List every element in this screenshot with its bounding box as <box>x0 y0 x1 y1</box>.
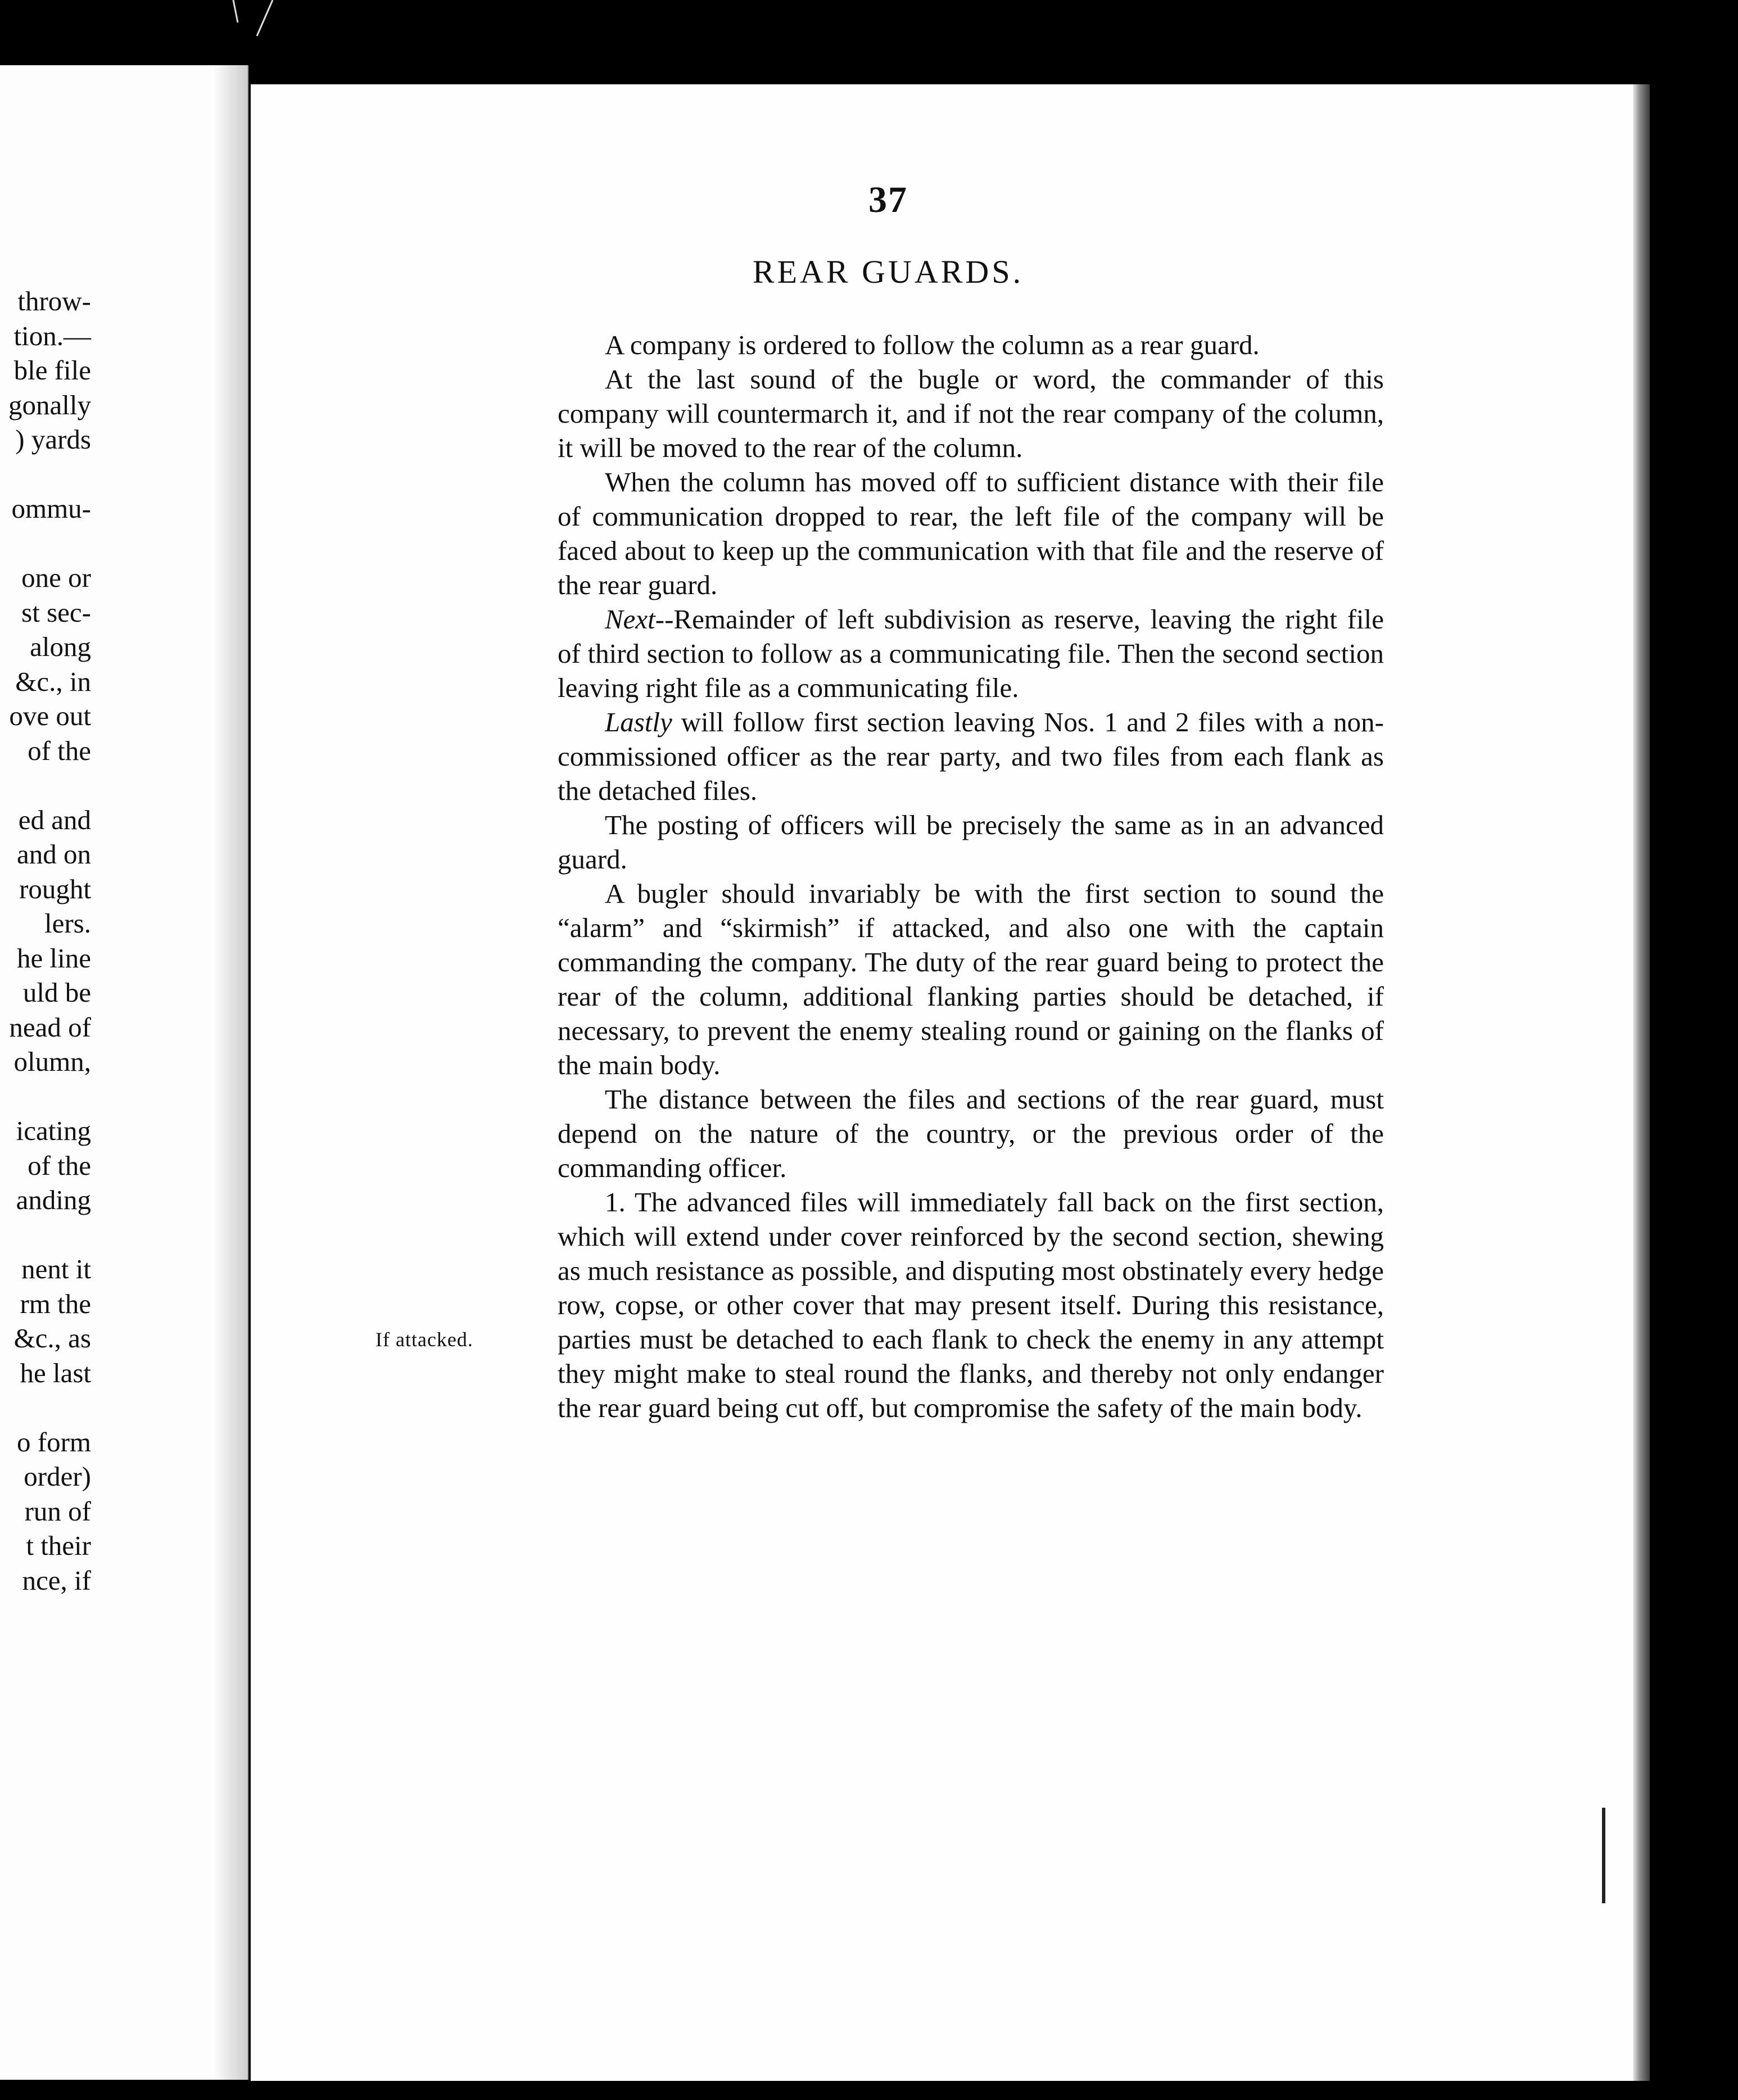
left-page-line: ) yards <box>15 424 91 455</box>
left-page-line: o form <box>17 1426 91 1458</box>
left-page-text-column <box>0 65 247 2080</box>
left-page-line: he line <box>17 942 91 974</box>
paragraph: The posting of officers will be precisely the same as in an advanced guard. <box>558 809 1384 875</box>
left-page-line: t their <box>26 1530 91 1561</box>
left-page-line: rm the <box>20 1288 91 1319</box>
page-edge <box>1633 84 1650 2081</box>
paragraph: Lastly will follow first section leaving Nos. 1 and 2 files with a non-commissioned officer as the rear party, and two files from each flank as the detached files. <box>558 707 1384 806</box>
left-page-line: st sec- <box>21 596 91 628</box>
left-page-line: throw- <box>17 286 91 316</box>
left-page-line: icating <box>16 1115 91 1146</box>
left-page <box>0 65 248 2080</box>
left-page-line: nce, if <box>22 1564 91 1596</box>
left-page-line: olumn, <box>13 1046 91 1077</box>
left-page-line: he last <box>20 1357 91 1388</box>
left-page-line: of the <box>28 1149 91 1181</box>
left-page-line: and on <box>17 839 91 870</box>
body-text <box>558 328 1384 1425</box>
left-page-line: one or <box>21 562 91 593</box>
left-page-line: uld be <box>22 977 91 1008</box>
left-page-line: run of <box>24 1495 91 1527</box>
left-page-line: tion.— <box>13 320 91 351</box>
paragraph: A bugler should invariably be with the first section to sound the “alarm” and “skirmish” if attacked, and also one with the captain commanding the company. The duty of the rear guard being to protect the rear of the column, additional flanking parties should be detached, if necessary, to prevent the enemy stealing round or gaining on the flanks of the main body. <box>558 878 1384 1080</box>
edge-mark <box>1602 1808 1605 1903</box>
left-page-line: ble file <box>13 355 91 386</box>
paragraph: A company is ordered to follow the column as a rear guard. <box>605 329 1260 360</box>
left-page-line: ed and <box>18 804 91 835</box>
left-page-line: along <box>30 631 91 662</box>
page-number: 37 <box>868 179 908 220</box>
left-page-line: &c., in <box>15 666 91 697</box>
left-page-line: order) <box>24 1461 91 1492</box>
margin-note: If attacked. <box>375 1328 473 1351</box>
paragraph: When the column has moved off to sufficient distance with their file of communication dropped to rear, the left file of the company will be faced about to keep up the communication with that file and the reserve of the rear guard. <box>558 467 1384 600</box>
paragraph: Next--Remainder of left subdivision as reserve, leaving the right file of third section to follow as a communicating file. Then the second section leaving right file as a communicating file. <box>558 604 1384 703</box>
left-page-line: gonally <box>8 389 91 420</box>
gutter-shadow <box>214 65 253 2080</box>
paragraph: At the last sound of the bugle or word, the commander of this company will countermarch it, and if not the rear company of the column, it will be moved to the rear of the column. <box>558 364 1384 463</box>
left-page-line: ove out <box>9 700 91 731</box>
left-page-line: &c., as <box>13 1323 91 1354</box>
section-title: REAR GUARDS. <box>752 254 1024 290</box>
left-page-line: nent it <box>21 1253 91 1284</box>
left-page-line: ommu- <box>11 493 91 524</box>
left-page-line: nead of <box>9 1011 91 1043</box>
paragraph: The distance between the files and sections of the rear guard, must depend on the nature of the country, or the previous order of the commanding officer. <box>558 1084 1384 1183</box>
paragraph: 1. The advanced files will immediately fall back on the first section, which will extend under cover reinforced by the second section, shewing as much resistance as possible, and disputing most obstinately every hedge row, copse, or other cover that may present itself. During this resistance, parties must be detached to each flank to check the enemy in any attempt they might make to steal round the flanks, and thereby not only endanger the rear guard being cut off, but compromise the safety of the main body. <box>558 1187 1384 1423</box>
left-page-line: lers. <box>44 908 91 939</box>
left-page-line: anding <box>16 1184 91 1215</box>
scan-artifact-mark <box>222 0 284 45</box>
left-page-line: of the <box>28 735 91 766</box>
left-page-line: rought <box>19 873 91 904</box>
